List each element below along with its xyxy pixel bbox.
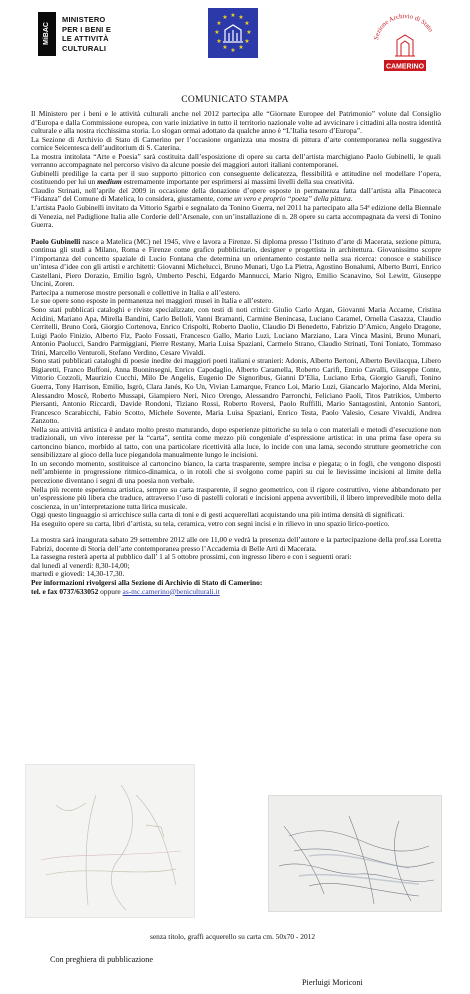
svg-text:★: ★ — [238, 44, 244, 51]
publication-request: Con preghiera di pubblicazione — [50, 955, 153, 964]
paragraph — [31, 238, 441, 289]
paragraph: La mostra sarà inaugurata sabato 29 settembre 2012 alle ore 11,00 e vedrà la presenza dell’autore e la partecipazione della prof.ssa Loretta Fabrizi, docente di Storia dell’arte contemporanea presso l’Accademia di Belle Arti di Macerata. — [31, 535, 441, 553]
paragraph: Sono stati pubblicati cataloghi e riviste specializzate, con testi di noti critici: Giulio Carlo Argan, Giovanni Maria Accame, Cristina Acidini, Mariano Apa, Mirella Bandini, Carlo Belloli, Vanni Bramanti, Carmine Benincasa, Luciano Caramel, Ornella Casazza, Claudio Cerritelli, Bruno Corà, Giorgio Cortenova, Enrico Crispolti, Roberto Daolio, Claudio Di Benedetto, Fabrizio D’Amico, Angelo Dragone, Luigi Paolo Finizio, Alberto Fiz, Paolo Fossati, Francesco Gallo, Mario Luzi, Luciano Marziano, Lara Vinca Masini, Bruno Munari, Antonio Paolucci, Sandro Parmiggiani, Pierre Restany, Maria Luisa Spaziani, Carmelo Strano, Claudio Strinati, Toni Toniato, Tommaso Trini, Marcello Venturoli, Stefano Verdino, Cesare Vivaldi. — [31, 305, 441, 357]
paragraph: L’artista Paolo Gubinelli invitato da Vittorio Sgarbi e segnalato da Tonino Guerra, nel 2011 ha partecipato alla 54ª edizione della Biennale di Venezia, nel Padiglione Italia alle Corderie dell’Arsenale, con un’installazione di n. 28 opere su carta accompagnata da versi di Tonino Guerra. — [31, 203, 441, 230]
archive-arc-text: Sezione Archivio di Stato — [373, 12, 435, 41]
svg-text:★: ★ — [222, 14, 228, 21]
european-heritage-logo — [208, 8, 258, 58]
paragraph: martedì e giovedì: 14,30-17,30. — [31, 569, 125, 579]
mibac-logo — [38, 12, 158, 56]
emphasis: medium — [97, 177, 122, 187]
paragraph: Sono stati pubblicati cataloghi di poesie inedite dei maggiori poeti italiani e stranieri: Adonis, Alberto Bertoni, Alberto Bevilacqua, Libero Bigiaretti, Franco Buffoni, Anna Buoninsegni, Enrico Capodaglio, Alberto Caramella, Roberto Carifi, Ennio Cavalli, Giuseppe Conte, Vittorio Cozzoli, Maurizio Cucchi, Milo De Angelis, Eugenio De Signoribus, Gianni D’Elia, Luciano Erba, Giorgio Garufi, Tonino Guerra, Tony Harrison, Emilio, Isgrò, Clara Janés, Ko Un, Vivian Lamarque, Franco Loi, Mario Luzi, Giancarlo Majorino, Alda Merini, Alessandro Moscè, Roberto Mussapi, Giampiero Neri, Nico Orengo, Alessandro Parronchi, Feliciano Paoli, Titos Patrikios, Umberto Piersanti, Antonio Riccardi, Davide Rondoni, Tiziano Rossi, Roberto Roversi, Paolo Ruffilli, Mario Santagostini, Antonio Santori, Francesco Scarabicchi, Fabio Scotto, Michele Sovente, Maria Luisa Spaziani, Enrico Testa, Paolo Valesio, Cesare Vivaldi, Andrea Zanzotto. — [31, 356, 441, 426]
svg-text:★: ★ — [244, 20, 250, 27]
mibac-line: PER I BENI E — [62, 24, 112, 34]
svg-text:★: ★ — [230, 12, 236, 19]
svg-text:★: ★ — [246, 29, 252, 36]
contact-line — [31, 588, 441, 597]
svg-text:★: ★ — [244, 38, 250, 45]
artist-name: Paolo Gubinelli — [31, 236, 81, 246]
paragraph: La mostra intitolata “Arte e Poesia” sarà costituita dall’esposizione di opere su carta dell’artista marchigiano Paolo Gubinelli, le quali verranno accompagnate nel percorso visivo da alcune poesie dei maggiori autori italiani contemporanei. — [31, 151, 441, 170]
paragraph: La rassegna resterà aperta al pubblico dall’ 1 al 5 ottobre prossimi, con ingresso libero e con i seguenti orari: — [31, 552, 352, 562]
svg-text:★: ★ — [222, 44, 228, 51]
paragraph: La Sezione di Archivio di Stato di Camerino per l’occasione organizza una mostra di pittura d’arte contemporanea nella suggestiva cornice Seicentesca dell’auditorium di S. Caterina. — [31, 134, 441, 153]
quote: come un vero e proprio “poeta” della pittura. — [216, 194, 353, 204]
page-title: COMUNICATO STAMPA — [181, 95, 289, 105]
email-link[interactable]: as-mc.camerino@beniculturali.it — [122, 586, 220, 596]
press-release-body — [31, 110, 441, 596]
text: nasce a Matelica (MC) nel 1945, vive e lavora a Firenze. Si diploma presso l’Istituto d’arte di Macerata, sezione pittura, continua gli studi a Milano, Roma e Firenze come grafico pubblicitario, designer e progettista in architettura. Giovanissimo scopre l’importanza del concetto spaziale di Lucio Fontana che determina un orientamento costante nella sua ricerca: conosce e stabilisce un’intesa d’idee con gli artisti e architetti: Giovanni Michelucci, Bruno Munari, Ugo La Pietra, Agostino Bonalumi, Alberto Burri, Enrico Castellani, Piero Dorazio, Emilio Isgrò, Umberto Peschi, Edgardo Mannucci, Mario Nigro, Emilio Scanavino, Sol Lewitt, Giuseppe Uncini, Zoren. — [31, 236, 441, 289]
info-heading: Per informazioni rivolgersi alla Sezione di Archivio di Stato di Camerino: — [31, 577, 263, 587]
paragraph: Ha eseguito opere su carta, libri d’artista, su tela, ceramica, vetro con segni incisi e in rilievo in uno spazio lirico-poetico. — [31, 518, 390, 528]
paragraph: dal lunedì al venerdì: 8,30-14,00; — [31, 560, 130, 570]
mibac-line: MINISTERO — [62, 15, 106, 24]
svg-text:★: ★ — [238, 14, 244, 21]
artwork-image-right — [268, 795, 442, 912]
signature-name: Pierluigi Moriconi — [302, 978, 363, 987]
mibac-logo-text — [62, 15, 111, 53]
paragraph: In un secondo momento, sostituisce al cartoncino bianco, la carta trasparente, sempre incisa e piegata; o in fogli, che vengono disposti nell’ambiente in progressione ritmico-dinamica, o in rotoli che si svolgono come papiri su cui le lievissime incisioni al limite della percezione diventano i segni di una poesia non verbale. — [31, 458, 441, 485]
svg-text:★: ★ — [216, 20, 222, 27]
paragraph: Partecipa a numerose mostre personali e collettive in Italia e all’estero. — [31, 287, 241, 297]
header — [0, 0, 470, 90]
mibac-line: LE ATTIVITÀ — [62, 34, 109, 43]
mibac-logo-mark: MiBAC — [38, 12, 56, 56]
text: estremamente importante per esprimersi ai massimi livelli della sua creatività. — [121, 177, 355, 187]
svg-text:★: ★ — [214, 29, 220, 36]
archivio-camerino-logo — [370, 12, 440, 74]
archive-city-label: CAMERINO — [385, 63, 425, 71]
mibac-line: CULTURALI — [62, 43, 107, 53]
paragraph: Nella sua attività artistica è andato molto presto maturando, dopo esperienze pittoriche su tela o con materiali e metodi d’esecuzione non tradizionali, un vivo interesse per la “carta”, sentita come mezzo più congeniale d’espressione artistica: in una prima fase opera su cartoncino bianco, morbido al tatto, con una particolare ricettività alla luce, lo incide con una lama, secondo strutture geometriche con sensibilizzare al gioco della luce piegandola manualmente lungo le incisioni. — [31, 424, 441, 460]
phone-fax: tel. e fax 0737/633052 — [31, 586, 99, 596]
paragraph: Nella più recente esperienza artistica, sempre su carta trasparente, il segno geometrico, con il rigore costruttivo, viene abbandonato per un’espressione più libera che traduce, attraverso l’uso di pastelli colorati e incisioni appena avvertibili, il libero imprevedibile moto della coscienza, in un’interpretazione tutta lirica musicale. — [31, 484, 441, 511]
svg-text:★: ★ — [216, 38, 222, 45]
text: Gubinelli predilige la carta per il suo supporto pittorico con conseguente delicatezza, flessibilità e attitudine nel modellare l’opera, costituendo per lui un — [31, 168, 441, 187]
paragraph — [31, 187, 441, 204]
paragraph: Le sue opere sono esposte in permanenza nei maggiori musei in Italia e all’estero. — [31, 296, 274, 306]
svg-text:★: ★ — [230, 47, 236, 54]
text: oppure — [98, 586, 123, 596]
paragraph: Oggi questo linguaggio si arricchisce sulla carta di toni e di gesti acquerellati acquistando una più intima densità di significati. — [31, 510, 405, 520]
artwork-image-left — [25, 764, 195, 918]
paragraph: Il Ministero per i beni e le attività culturali anche nel 2012 partecipa alle “Giornate Europee del Patrimonio” volute dal Consiglio d’Europa e dalla Commissione europea, con varie iniziative in tutto il territorio nazionale volte ad avvicinare i cittadini alla nostra identità culturale e alla nostra ricchissima storia. Lo slogan ormai adottato da qualche anno è “L’Italia tesoro d’Europa”. — [31, 109, 441, 136]
artwork-caption: senza titolo, graffi acquerello su carta cm. 50x70 - 2012 — [150, 932, 316, 941]
paragraph — [31, 170, 441, 187]
text: Claudio Strinati, nell’aprile del 2009 in occasione della donazione d’opere esposte in permanenza fatta dall’artista alla Pinacoteca “Fidanza” del Comune di Matelica, lo considera, giustamente, — [31, 185, 441, 204]
